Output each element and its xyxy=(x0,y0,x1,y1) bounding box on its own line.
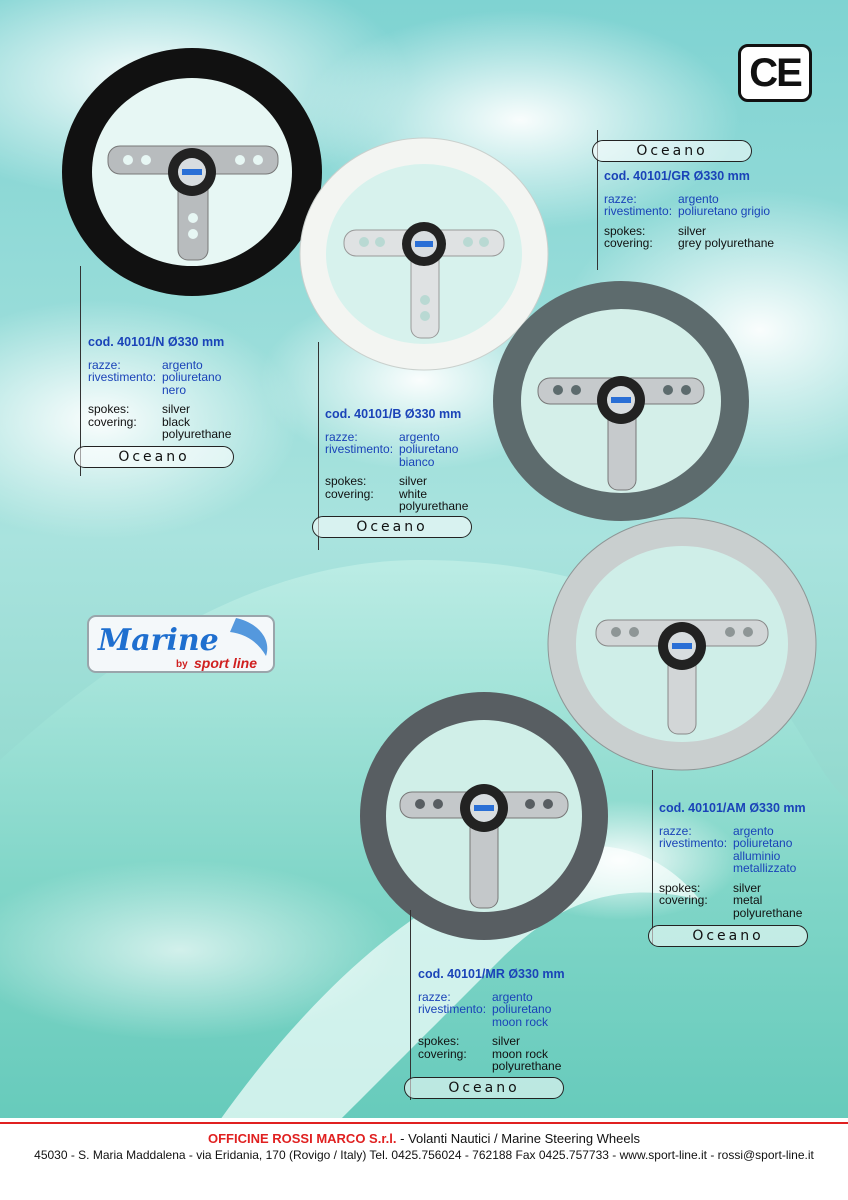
rivestimento-value: poliuretano xyxy=(733,836,793,850)
rivestimento-value: alluminio xyxy=(733,848,781,863)
oceano-label: Oceano xyxy=(312,516,472,538)
razze-label: razze: xyxy=(325,429,358,444)
steering-wheel-black xyxy=(54,40,330,304)
rivestimento-value: metallizzato xyxy=(733,861,797,875)
rivestimento-value: poliuretano xyxy=(162,370,222,384)
spokes-label: spokes: xyxy=(418,1034,460,1048)
covering-value: metal xyxy=(733,893,763,907)
product-code: cod. 40101/N Ø330 mm xyxy=(88,335,225,349)
razze-value: argento xyxy=(492,989,533,1004)
rivestimento-label: rivestimento: xyxy=(604,204,673,218)
covering-value: polyurethane xyxy=(399,499,469,513)
razze-label: razze: xyxy=(604,191,637,206)
steering-wheel-moon-rock xyxy=(356,688,612,944)
rivestimento-value: poliuretano xyxy=(399,442,459,456)
rivestimento-value: bianco xyxy=(399,454,435,469)
footer-divider xyxy=(0,1122,848,1124)
covering-value: black xyxy=(162,414,191,429)
rivestimento-label: rivestimento: xyxy=(418,1002,487,1016)
covering-value: polyurethane xyxy=(492,1059,562,1073)
oceano-label: Oceano xyxy=(592,140,752,162)
covering-label: covering: xyxy=(88,414,137,429)
steering-wheel-grey xyxy=(490,276,752,526)
razze-value: argento xyxy=(162,357,203,372)
covering-value: polyurethane xyxy=(162,427,232,441)
rivestimento-value: nero xyxy=(162,382,187,397)
spokes-value: silver xyxy=(399,474,428,488)
razze-label: razze: xyxy=(418,989,451,1004)
spokes-label: spokes: xyxy=(659,880,701,895)
covering-label: covering: xyxy=(325,486,374,501)
footer-address: 45030 - S. Maria Maddalena - via Eridania, 170 (Rovigo / Italy) Tel. 0425.756024 - 762188 Fax 0425.757733 - www.sport-line.it - rossi@sport-line.it xyxy=(34,1148,814,1162)
spec-block-40101-gr xyxy=(604,170,814,250)
rivestimento-value: moon rock xyxy=(492,1014,549,1029)
product-code: cod. 40101/MR Ø330 mm xyxy=(418,967,565,981)
spokes-label: spokes: xyxy=(88,402,130,416)
oceano-label: Oceano xyxy=(74,446,234,468)
logo-brand: Marine xyxy=(98,623,219,658)
spokes-value: silver xyxy=(678,223,707,238)
razze-value: argento xyxy=(399,429,440,444)
marine-sportline-logo xyxy=(86,612,276,676)
footer-company-line xyxy=(0,1131,848,1146)
rivestimento-value: poliuretano grigio xyxy=(678,204,771,218)
spec-block-40101-am xyxy=(659,802,839,919)
razze-label: razze: xyxy=(88,357,121,372)
covering-value: moon rock xyxy=(492,1046,549,1061)
spec-block-40101-n xyxy=(88,336,288,441)
covering-value: grey polyurethane xyxy=(678,236,775,250)
logo-sub: sport line xyxy=(194,655,258,671)
rivestimento-label: rivestimento: xyxy=(659,836,728,850)
spokes-value: silver xyxy=(492,1034,521,1048)
rivestimento-value: poliuretano xyxy=(492,1002,552,1016)
razze-value: argento xyxy=(678,191,719,206)
razze-label: razze: xyxy=(659,823,692,838)
product-code: cod. 40101/GR Ø330 mm xyxy=(604,169,750,183)
spokes-label: spokes: xyxy=(325,474,367,488)
covering-value: polyurethane xyxy=(733,905,803,920)
spokes-value: silver xyxy=(162,402,191,416)
leader-line xyxy=(410,910,411,1100)
product-code: cod. 40101/B Ø330 mm xyxy=(325,407,462,421)
rivestimento-label: rivestimento: xyxy=(88,370,157,384)
company-tagline: - Volanti Nautici / Marine Steering Wheels xyxy=(396,1131,641,1146)
company-name: OFFICINE ROSSI MARCO S.r.l. xyxy=(207,1131,397,1146)
covering-label: covering: xyxy=(418,1046,467,1061)
oceano-label: Oceano xyxy=(648,925,808,947)
spec-block-40101-mr xyxy=(418,968,618,1073)
razze-value: argento xyxy=(733,823,774,838)
logo-by: by xyxy=(176,659,188,670)
spokes-label: spokes: xyxy=(604,223,646,238)
oceano-label: Oceano xyxy=(404,1077,564,1099)
rivestimento-label: rivestimento: xyxy=(325,442,394,456)
covering-label: covering: xyxy=(604,236,653,250)
covering-value: white xyxy=(399,486,428,501)
leader-line xyxy=(80,266,81,476)
leader-line xyxy=(652,770,653,944)
spec-block-40101-b xyxy=(325,408,525,513)
product-code: cod. 40101/AM Ø330 mm xyxy=(659,801,806,815)
spokes-value: silver xyxy=(733,880,762,895)
ce-mark: CE xyxy=(738,44,812,102)
covering-label: covering: xyxy=(659,893,708,907)
